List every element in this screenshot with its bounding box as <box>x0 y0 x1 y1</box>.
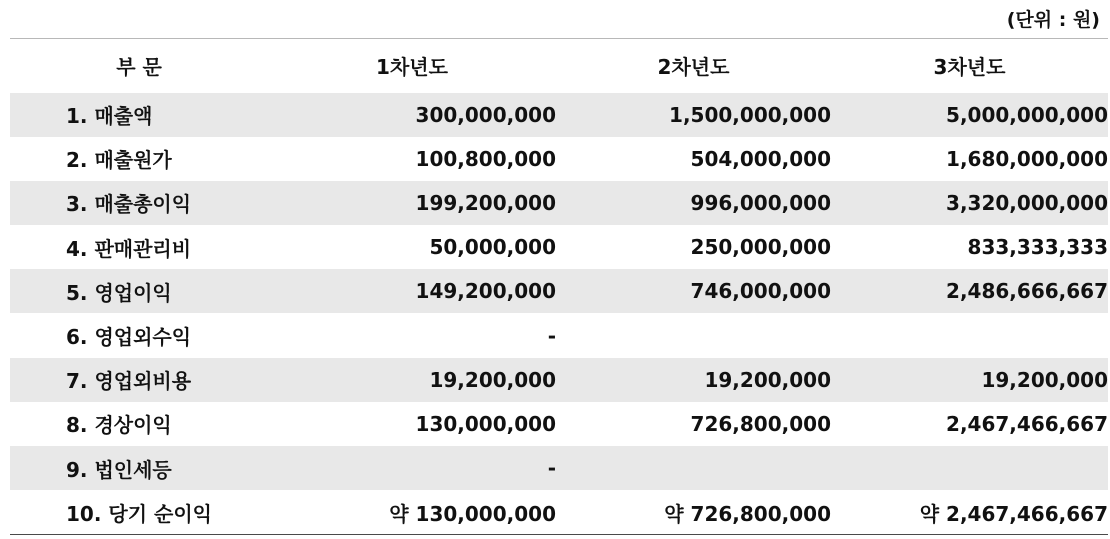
table-row <box>10 93 1108 137</box>
cell-year-2: 1,500,000,000 <box>669 102 831 127</box>
cell-year-1: 19,200,000 <box>429 367 556 392</box>
cell-year-2: 504,000,000 <box>690 146 831 171</box>
row-label: 8. 경상이익 <box>66 413 172 438</box>
table-row <box>10 358 1108 402</box>
cell-year-1: 199,200,000 <box>415 190 556 215</box>
cell-year-3: 19,200,000 <box>981 367 1108 392</box>
table-row <box>10 490 1108 534</box>
cell-year-2: 250,000,000 <box>690 235 831 260</box>
cell-year-3: 833,333,333 <box>967 235 1108 260</box>
header-category: 부 문 <box>116 55 162 80</box>
header-row <box>10 39 1108 93</box>
cell-year-1: - <box>547 323 556 348</box>
header-year-1: 1차년도 <box>376 55 448 80</box>
row-label: 6. 영업외수익 <box>66 325 192 350</box>
cell-year-3 <box>831 313 1108 357</box>
table-row <box>10 225 1108 269</box>
row-label: 2. 매출원가 <box>66 148 172 173</box>
cell-year-1: 100,800,000 <box>415 146 556 171</box>
row-label: 4. 판매관리비 <box>66 236 192 261</box>
unit-label: (단위 : 원) <box>1006 9 1100 31</box>
cell-year-3 <box>831 446 1108 490</box>
cell-year-3: 1,680,000,000 <box>946 146 1108 171</box>
table-header <box>10 39 1108 93</box>
financial-table <box>10 38 1108 535</box>
cell-year-1: 300,000,000 <box>415 102 556 127</box>
cell-year-1: - <box>547 456 556 481</box>
row-label: 7. 영업외비용 <box>66 369 192 394</box>
cell-year-3: 2,486,666,667 <box>946 279 1108 304</box>
cell-year-2: 746,000,000 <box>690 279 831 304</box>
row-label: 9. 법인세등 <box>66 457 172 482</box>
table-row <box>10 402 1108 446</box>
cell-year-1: 50,000,000 <box>429 235 556 260</box>
table-row <box>10 137 1108 181</box>
row-label: 10. 당기 순이익 <box>66 501 212 526</box>
cell-year-3: 2,467,466,667 <box>946 411 1108 436</box>
header-year-3: 3차년도 <box>933 55 1006 80</box>
row-label: 5. 영업이익 <box>66 280 172 305</box>
cell-year-2: 996,000,000 <box>690 190 831 215</box>
cell-year-1: 149,200,000 <box>415 279 556 304</box>
cell-year-3: 약 2,467,466,667 <box>919 501 1108 526</box>
table-row <box>10 269 1108 313</box>
table-row <box>10 313 1108 357</box>
cell-year-2: 726,800,000 <box>690 411 831 436</box>
cell-year-2 <box>556 313 831 357</box>
cell-year-2: 약 726,800,000 <box>664 501 831 526</box>
cell-year-2 <box>556 446 831 490</box>
table-row <box>10 181 1108 225</box>
row-label: 1. 매출액 <box>66 104 153 129</box>
row-label: 3. 매출총이익 <box>66 192 192 217</box>
cell-year-3: 3,320,000,000 <box>946 190 1108 215</box>
cell-year-1: 약 130,000,000 <box>389 501 556 526</box>
header-year-2: 2차년도 <box>657 55 730 80</box>
cell-year-3: 5,000,000,000 <box>946 102 1108 127</box>
table-row <box>10 446 1108 490</box>
table-body <box>10 93 1108 535</box>
cell-year-1: 130,000,000 <box>415 411 556 436</box>
cell-year-2: 19,200,000 <box>704 367 831 392</box>
